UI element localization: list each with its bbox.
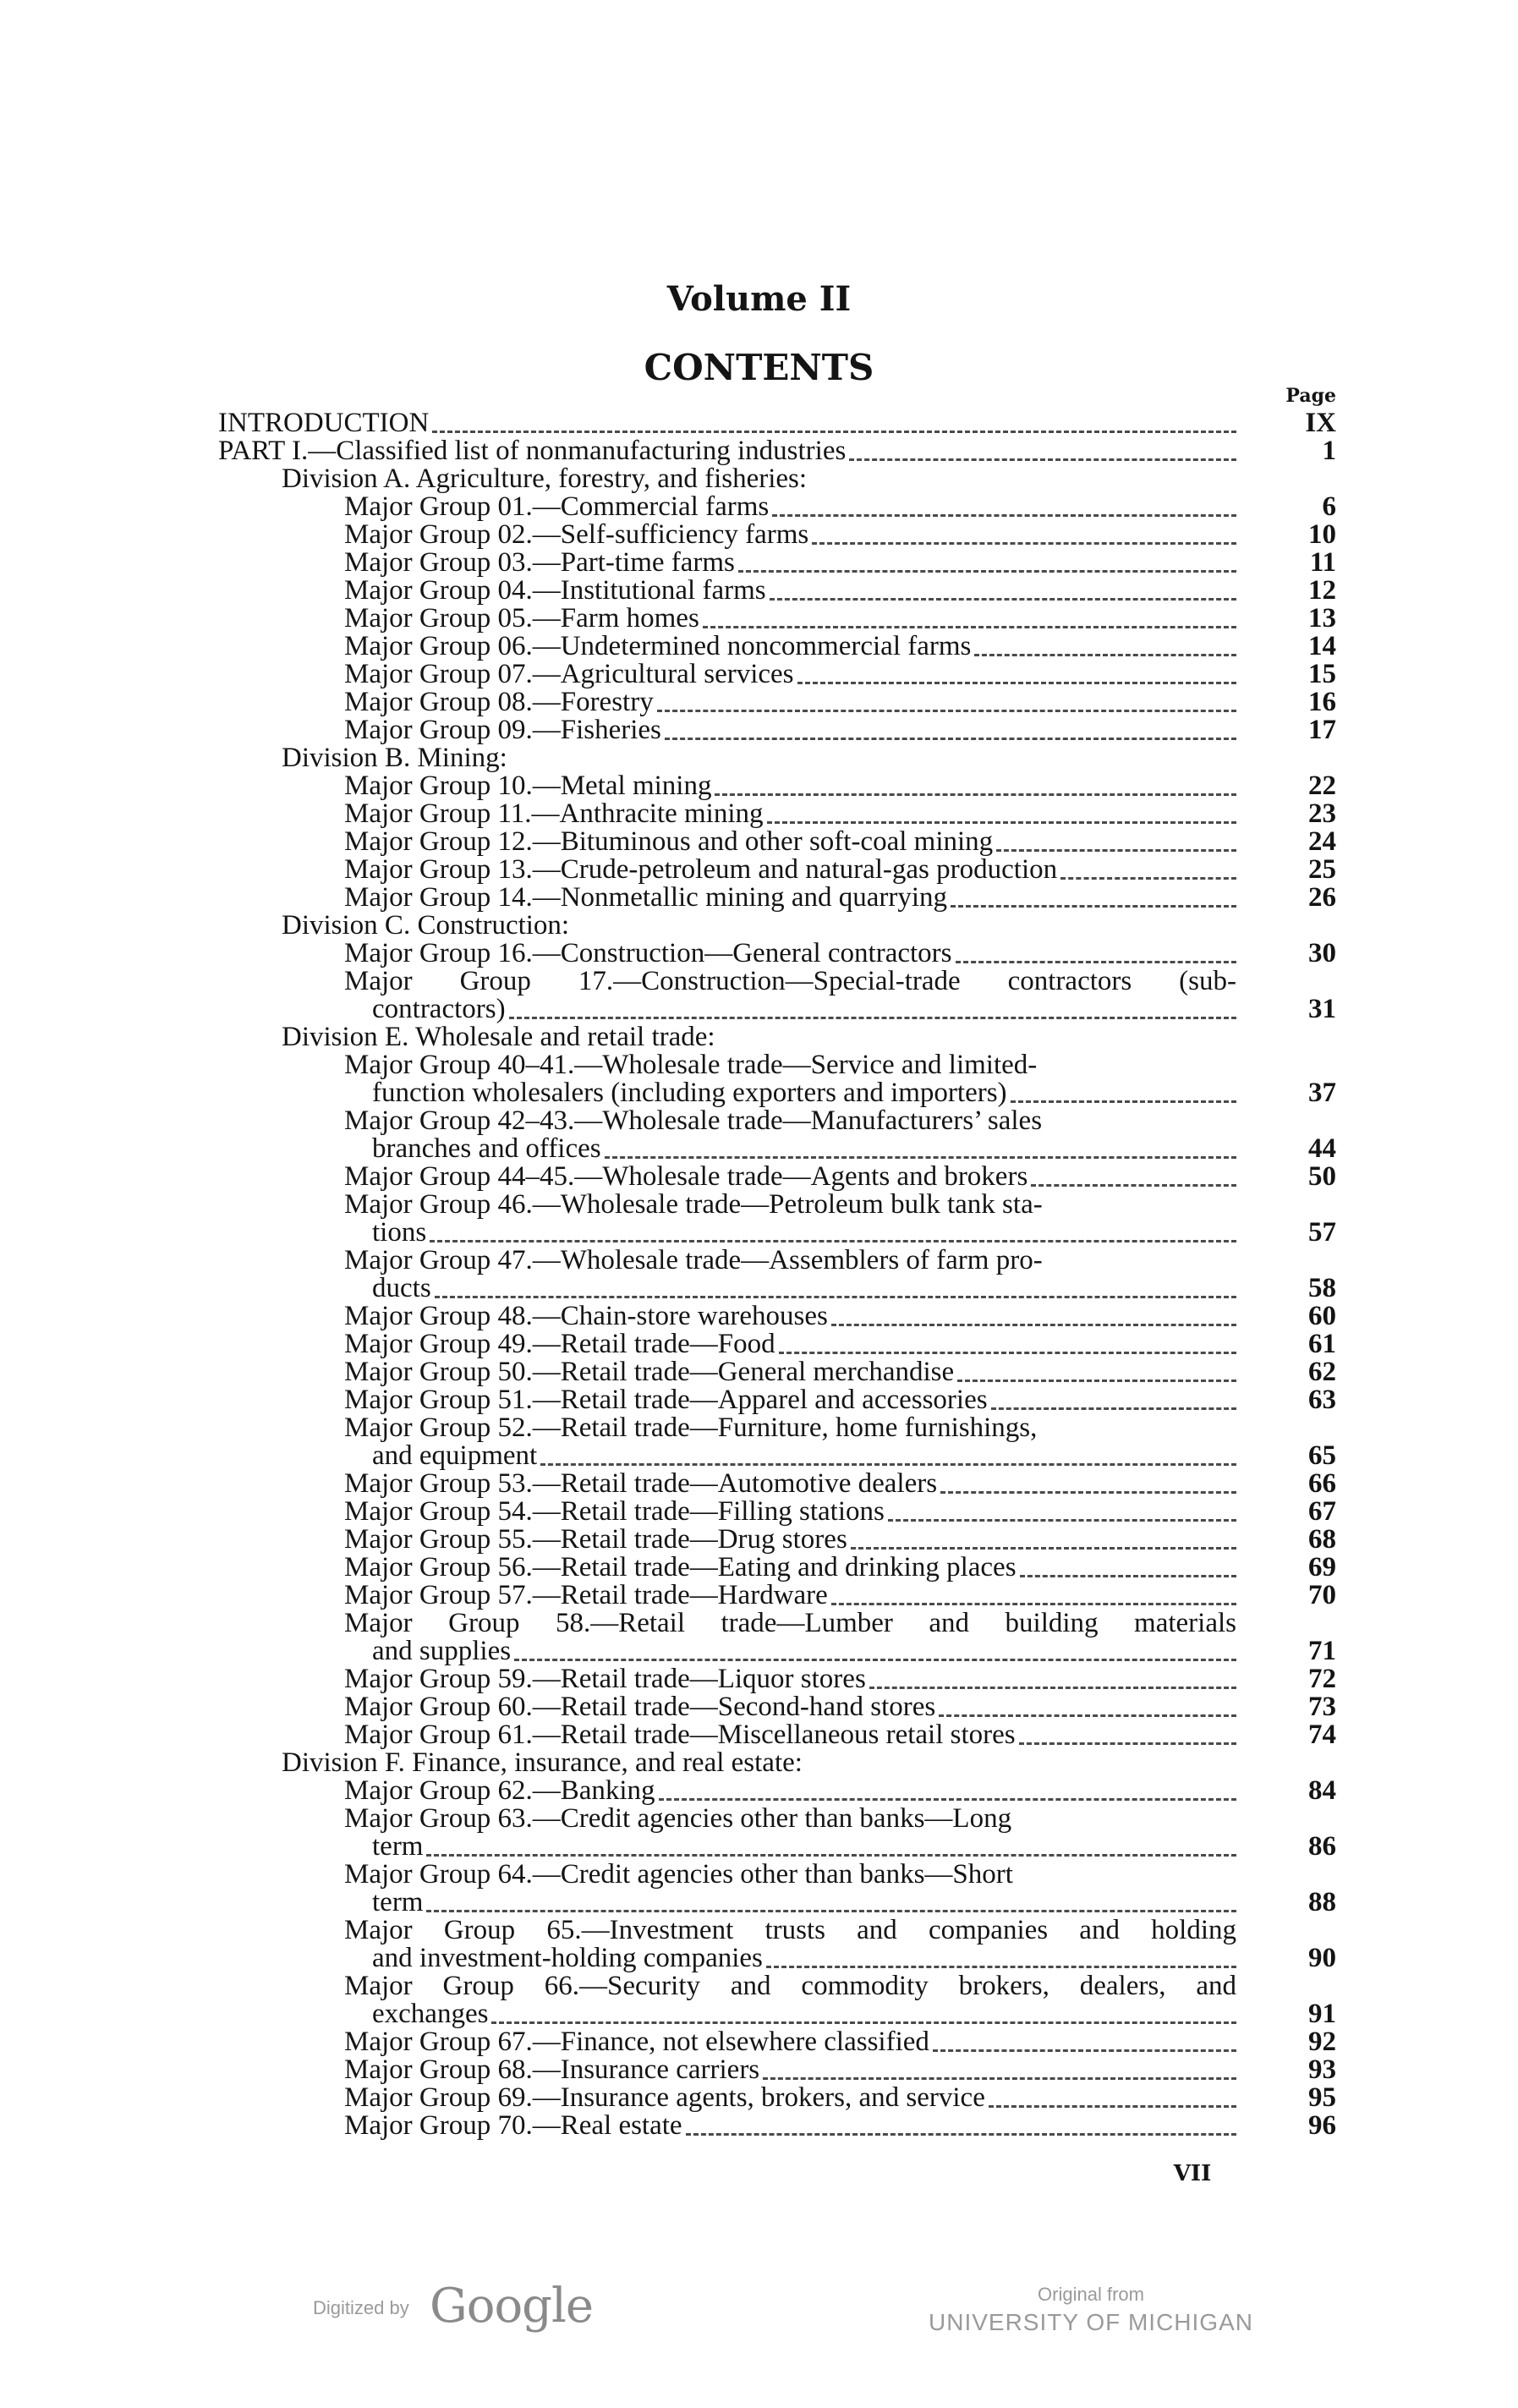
toc-leader-dots xyxy=(1019,1717,1236,1745)
toc-entry-page: 37 xyxy=(1308,1078,1336,1108)
toc-entry-text: Major Group 51.—Retail trade—Apparel and accessories xyxy=(344,1386,988,1414)
toc-entry-page: 13 xyxy=(1308,603,1336,634)
toc-entry-text: exchanges xyxy=(372,2000,489,2028)
toc-leader-dots xyxy=(514,1633,1236,1661)
toc-leader-dots xyxy=(1011,1075,1236,1103)
toc-entry xyxy=(0,1554,1518,1582)
toc-entry-page: 66 xyxy=(1308,1468,1336,1499)
toc-entry xyxy=(0,437,1518,465)
toc-entry-text: Major Group 67.—Finance, not elsewhere classified xyxy=(344,2028,929,2056)
toc-leader-dots xyxy=(797,656,1236,684)
toc-entry xyxy=(0,1386,1518,1414)
toc-entry-text: Division C. Construction: xyxy=(282,912,570,940)
toc-entry-text: Major Group 10.—Metal mining xyxy=(344,772,712,800)
toc-entry-page: 44 xyxy=(1308,1133,1336,1164)
toc-entry-page: 95 xyxy=(1308,2082,1336,2113)
toc-entry-text: INTRODUCTION xyxy=(218,409,430,437)
toc-entry-page: 30 xyxy=(1308,938,1336,968)
toc-entry-text: Major Group 68.—Insurance carriers xyxy=(344,2056,760,2084)
toc-entry xyxy=(0,493,1518,521)
toc-entry-text: Major Group 07.—Agricultural services xyxy=(344,661,794,688)
toc-entry xyxy=(0,856,1518,884)
toc-entry-text: and investment-holding companies xyxy=(372,1945,763,1972)
toc-entry-text: Major Group 40–41.—Wholesale trade—Service and limited- xyxy=(344,1051,1038,1079)
contents-heading: CONTENTS xyxy=(644,347,874,388)
page-column-label: Page xyxy=(1285,385,1336,407)
toc-leader-dots xyxy=(435,1270,1236,1298)
toc-entry-page: IX xyxy=(1305,408,1336,438)
toc-entry xyxy=(0,1637,1518,1665)
toc-entry-page: 50 xyxy=(1308,1161,1336,1192)
toc-leader-dots xyxy=(831,1577,1236,1605)
toc-entry xyxy=(0,1498,1518,1526)
toc-entry-text: Major Group 04.—Institutional farms xyxy=(344,577,766,605)
toc-leader-dots xyxy=(703,601,1236,628)
toc-entry-text: Major Group 13.—Crude-petroleum and natural-gas production xyxy=(344,856,1058,884)
toc-entry-text: Division A. Agriculture, forestry, and fisheries: xyxy=(282,465,808,493)
toc-leader-dots xyxy=(989,2080,1236,2108)
toc-entry xyxy=(0,1721,1518,1749)
toc-leader-dots xyxy=(940,1466,1236,1494)
toc-entry-page: 57 xyxy=(1308,1217,1336,1248)
toc-entry-text: Major Group 49.—Retail trade—Food xyxy=(344,1330,775,1358)
toc-entry-page: 68 xyxy=(1308,1524,1336,1555)
toc-entry xyxy=(0,2112,1518,2140)
toc-entry-text: PART I.—Classified list of nonmanufacturing industries xyxy=(218,437,847,465)
toc-leader-dots xyxy=(1031,1159,1236,1187)
toc-entry-text: term xyxy=(372,1833,424,1861)
toc-entry-text: Major Group 42–43.—Wholesale trade—Manufacturers’ sales xyxy=(344,1107,1043,1135)
toc-entry-text: Major Group 44–45.—Wholesale trade—Agents and brokers xyxy=(344,1163,1028,1191)
toc-entry-page: 92 xyxy=(1308,2027,1336,2057)
toc-leader-dots xyxy=(812,517,1236,545)
toc-entry-page: 15 xyxy=(1308,659,1336,689)
toc-entry-text: and equipment xyxy=(372,1442,538,1470)
toc-entry-text: Major Group 57.—Retail trade—Hardware xyxy=(344,1582,828,1610)
toc-entry xyxy=(0,1135,1518,1163)
toc-leader-dots xyxy=(763,2052,1236,2080)
toc-entry xyxy=(0,996,1518,1023)
toc-entry xyxy=(0,1945,1518,1972)
toc-leader-dots xyxy=(957,1354,1236,1382)
toc-entry-text: Major Group 11.—Anthracite mining xyxy=(344,800,764,828)
toc-entry-text: Major Group 53.—Retail trade—Automotive dealers xyxy=(344,1470,938,1498)
toc-leader-dots xyxy=(430,1215,1236,1242)
toc-leader-dots xyxy=(974,628,1236,656)
toc-entry-page: 22 xyxy=(1308,771,1336,801)
toc-division-heading xyxy=(0,465,1518,493)
toc-leader-dots xyxy=(715,768,1236,796)
toc-leader-dots xyxy=(767,796,1236,824)
toc-entry-page: 58 xyxy=(1308,1273,1336,1303)
toc-entry-page: 62 xyxy=(1308,1357,1336,1387)
toc-entry-page: 6 xyxy=(1322,491,1336,522)
google-logo: Google xyxy=(430,2279,594,2334)
page-number: VII xyxy=(1173,2161,1212,2186)
toc-entry xyxy=(0,2028,1518,2056)
toc-entry-page: 96 xyxy=(1308,2110,1336,2141)
toc-entry xyxy=(0,1582,1518,1610)
toc-entry-text: Major Group 65.—Investment trusts and companies and holding xyxy=(344,1917,1236,1945)
toc-leader-dots xyxy=(933,2024,1236,2052)
toc-leader-dots xyxy=(851,1522,1236,1550)
toc-entry-text: branches and offices xyxy=(372,1135,601,1163)
toc-entry-continued xyxy=(0,1917,1518,1945)
toc-division-heading xyxy=(0,1023,1518,1051)
toc-entry-text: Major Group 63.—Credit agencies other than banks—Long xyxy=(344,1805,1012,1833)
toc-entry-text: contractors) xyxy=(372,996,506,1023)
toc-entry-text: Major Group 16.—Construction—General contractors xyxy=(344,940,952,968)
toc-entry xyxy=(0,1163,1518,1191)
toc-entry-text: Major Group 48.—Chain-store warehouses xyxy=(344,1303,828,1330)
toc-entry-text: Major Group 62.—Banking xyxy=(344,1777,655,1805)
toc-entry-page: 10 xyxy=(1308,519,1336,550)
toc-entry xyxy=(0,1303,1518,1330)
toc-entry-text: Major Group 58.—Retail trade—Lumber and building materials xyxy=(344,1610,1236,1637)
toc-entry-page: 73 xyxy=(1308,1692,1336,1722)
toc-entry xyxy=(0,1833,1518,1861)
toc-entry-text: Division B. Mining: xyxy=(282,744,507,772)
toc-leader-dots xyxy=(686,2108,1236,2136)
toc-entry-page: 72 xyxy=(1308,1664,1336,1694)
toc-entry-text: Major Group 17.—Construction—Special-trade contractors (sub- xyxy=(344,968,1236,996)
toc-entry xyxy=(0,940,1518,968)
toc-entry-page: 86 xyxy=(1308,1831,1336,1862)
toc-leader-dots xyxy=(426,1829,1236,1857)
toc-leader-dots xyxy=(956,935,1237,963)
toc-leader-dots xyxy=(951,880,1236,908)
toc-entry xyxy=(0,772,1518,800)
toc-leader-dots xyxy=(869,1661,1236,1689)
toc-leader-dots xyxy=(766,1940,1236,1968)
toc-leader-dots xyxy=(491,1996,1236,2024)
toc-entry-page: 74 xyxy=(1308,1720,1336,1750)
toc-entry-text: Division F. Finance, insurance, and real estate: xyxy=(282,1749,803,1777)
toc-entry xyxy=(0,409,1518,437)
toc-entry-text: ducts xyxy=(372,1275,431,1303)
toc-entry-continued xyxy=(0,1051,1518,1079)
toc-entry-text: Major Group 09.—Fisheries xyxy=(344,716,661,744)
toc-entry xyxy=(0,1889,1518,1917)
toc-leader-dots xyxy=(996,824,1236,852)
toc-entry xyxy=(0,1358,1518,1386)
toc-leader-dots xyxy=(540,1438,1236,1466)
toc-entry-page: 70 xyxy=(1308,1580,1336,1610)
toc-leader-dots xyxy=(509,991,1236,1019)
toc-entry-page: 69 xyxy=(1308,1552,1336,1582)
toc-division-heading xyxy=(0,912,1518,940)
toc-entry-page: 24 xyxy=(1308,826,1336,857)
toc-entry-text: Major Group 12.—Bituminous and other soft-coal mining xyxy=(344,828,994,856)
toc-entry-page: 67 xyxy=(1308,1496,1336,1527)
toc-entry-text: Major Group 52.—Retail trade—Furniture, home furnishings, xyxy=(344,1414,1038,1442)
toc-entry-text: Major Group 70.—Real estate xyxy=(344,2112,682,2140)
toc-entry-text: Major Group 46.—Wholesale trade—Petroleum bulk tank sta- xyxy=(344,1191,1043,1219)
volume-title: Volume II xyxy=(666,279,852,319)
toc-entry-page: 71 xyxy=(1308,1636,1336,1666)
toc-entry-text: Major Group 01.—Commercial farms xyxy=(344,493,770,521)
toc-entry-page: 12 xyxy=(1308,575,1336,606)
toc-entry-text: Major Group 02.—Self-sufficiency farms xyxy=(344,521,809,549)
toc-entry-text: Major Group 47.—Wholesale trade—Assemblers of farm pro- xyxy=(344,1247,1043,1275)
toc-entry xyxy=(0,2000,1518,2028)
toc-leader-dots xyxy=(432,405,1236,433)
toc-entry-text: Division E. Wholesale and retail trade: xyxy=(282,1023,715,1051)
toc-entry-text: Major Group 61.—Retail trade—Miscellaneous retail stores xyxy=(344,1721,1016,1749)
toc-entry-page: 63 xyxy=(1308,1385,1336,1415)
toc-entry-text: Major Group 55.—Retail trade—Drug stores xyxy=(344,1526,847,1554)
toc-entry-text: Major Group 06.—Undetermined noncommercial farms xyxy=(344,633,972,661)
toc-entry xyxy=(0,1079,1518,1107)
toc-entry-text: Major Group 05.—Farm homes xyxy=(344,605,699,633)
toc-entry xyxy=(0,1330,1518,1358)
toc-entry-page: 61 xyxy=(1308,1329,1336,1359)
toc-entry xyxy=(0,605,1518,633)
toc-entry-text: function wholesalers (including exporters and importers) xyxy=(372,1079,1007,1107)
toc-entry xyxy=(0,549,1518,577)
toc-entry xyxy=(0,1693,1518,1721)
toc-leader-dots xyxy=(991,1382,1236,1410)
toc-entry-text: term xyxy=(372,1889,424,1917)
toc-entry xyxy=(0,884,1518,912)
toc-entry-text: Major Group 60.—Retail trade—Second-hand stores xyxy=(344,1693,936,1721)
toc-entry xyxy=(0,1219,1518,1247)
toc-entry xyxy=(0,1442,1518,1470)
toc-entry xyxy=(0,2056,1518,2084)
toc-leader-dots xyxy=(831,1298,1236,1326)
toc-entry xyxy=(0,1275,1518,1303)
toc-entry-text: Major Group 08.—Forestry xyxy=(344,688,654,716)
toc-entry-page: 31 xyxy=(1308,994,1336,1024)
toc-entry-text: Major Group 14.—Nonmetallic mining and quarrying xyxy=(344,884,948,912)
toc-entry-text: Major Group 64.—Credit agencies other than banks—Short xyxy=(344,1861,1013,1889)
toc-leader-dots xyxy=(939,1689,1236,1717)
toc-entry xyxy=(0,633,1518,661)
toc-entry-page: 26 xyxy=(1308,882,1336,913)
toc-leader-dots xyxy=(426,1884,1236,1912)
toc-entry-page: 11 xyxy=(1309,547,1336,578)
toc-leader-dots xyxy=(849,433,1236,461)
toc-entry-page: 1 xyxy=(1322,436,1336,466)
toc-entry-page: 23 xyxy=(1308,798,1336,829)
toc-leader-dots xyxy=(772,489,1236,517)
toc-entry-text: Major Group 54.—Retail trade—Filling stations xyxy=(344,1498,885,1526)
digitized-by-label: Digitized by xyxy=(313,2297,409,2318)
toc-entry xyxy=(0,828,1518,856)
toc-leader-dots xyxy=(605,1131,1236,1159)
university-label: UNIVERSITY OF MICHIGAN xyxy=(929,2309,1253,2335)
toc-entry-page: 90 xyxy=(1308,1943,1336,1973)
toc-entry-page: 60 xyxy=(1308,1301,1336,1331)
toc-entry-page: 91 xyxy=(1308,1999,1336,2029)
toc-entry-text: and supplies xyxy=(372,1637,512,1665)
toc-leader-dots xyxy=(1020,1550,1236,1577)
toc-entry-text: Major Group 50.—Retail trade—General merchandise xyxy=(344,1358,955,1386)
toc-leader-dots xyxy=(888,1494,1236,1522)
toc-entry xyxy=(0,1665,1518,1693)
toc-entry-page: 84 xyxy=(1308,1775,1336,1806)
toc-entry-page: 93 xyxy=(1308,2054,1336,2085)
toc-leader-dots xyxy=(770,573,1236,601)
toc-leader-dots xyxy=(779,1326,1236,1354)
toc-leader-dots xyxy=(738,545,1236,573)
toc-entry xyxy=(0,1777,1518,1805)
toc-entry xyxy=(0,1470,1518,1498)
toc-entry-page: 88 xyxy=(1308,1887,1336,1917)
toc-entry-text: Major Group 56.—Retail trade—Eating and drinking places xyxy=(344,1554,1017,1582)
toc-leader-dots xyxy=(657,684,1236,712)
toc-leader-dots xyxy=(659,1773,1236,1801)
toc-entry-page: 17 xyxy=(1308,715,1336,745)
toc-leader-dots xyxy=(665,712,1236,740)
toc-entry-page: 16 xyxy=(1308,687,1336,717)
toc-entry-page: 14 xyxy=(1308,631,1336,661)
toc-entry-text: Major Group 66.—Security and commodity brokers, dealers, and xyxy=(344,1972,1236,2000)
toc-entry-text: tions xyxy=(372,1219,427,1247)
toc-entry-page: 25 xyxy=(1308,854,1336,885)
toc-entry-text: Major Group 03.—Part-time farms xyxy=(344,549,735,577)
toc-leader-dots xyxy=(1060,852,1236,880)
toc-entry xyxy=(0,1526,1518,1554)
toc-entry-text: Major Group 59.—Retail trade—Liquor stores xyxy=(344,1665,866,1693)
toc-entry xyxy=(0,800,1518,828)
toc-entry-page: 65 xyxy=(1308,1440,1336,1471)
toc-entry-text: Major Group 69.—Insurance agents, brokers, and service xyxy=(344,2084,985,2112)
toc-entry xyxy=(0,716,1518,744)
original-from-label: Original from xyxy=(1038,2284,1144,2305)
